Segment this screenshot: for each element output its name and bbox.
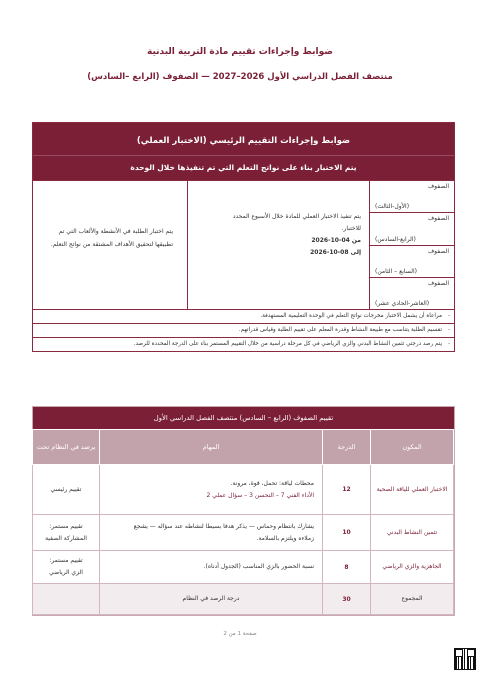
total-label: المجموع — [371, 584, 454, 615]
grade-range: (الأول-الثالث) — [375, 203, 410, 211]
task-line: نسبة الحضور بالزي المناسب (الجدول أدناه). — [203, 563, 314, 570]
grade-label: الصفوف — [427, 215, 449, 223]
table-row — [33, 465, 454, 515]
table-row — [33, 515, 454, 551]
note-row — [33, 309, 454, 323]
main-assessment-subtitle: يتم الاختبار بناء على نواتج التعلم التي تم تنفيذها خلال الوحدة — [33, 155, 454, 180]
page-number: صفحة 1 من 2 — [223, 631, 257, 637]
type-cell — [33, 551, 100, 584]
total-score: 30 — [323, 584, 371, 615]
note-text: يتم رصد درجتي تثمين النشاط البدني والزي الرياضي في كل مرحلة دراسية من خلال التقييم المستمر بناء على الدرجة المحددة للرصد. — [133, 341, 442, 347]
tasks-cell — [100, 515, 323, 551]
component-cell: الاختبار العملي للياقة الصحية — [371, 465, 454, 515]
column-header-type: يرصد في النظام تحت — [33, 430, 100, 465]
column-header-score: الدرجة — [323, 430, 371, 465]
component-cell: تثمين النشاط البدني — [371, 515, 454, 551]
task-line: يشارك بانتظام وحماس — يذكر هدفا بسيطا لنشاطه عند سؤاله — يشجع — [133, 522, 314, 530]
component-cell: الجاهزية والزي الرياضي — [371, 551, 454, 584]
grades-assessment-table — [32, 406, 455, 616]
execution-column — [187, 181, 369, 309]
note-text: مراعاة أن يشمل الاختبار مخرجات نواتج التعلم في الوحدة التعليمية المستهدفة. — [260, 313, 442, 319]
bullet-icon: - — [447, 341, 450, 347]
grade-cell — [370, 213, 454, 245]
type-cell: تقييم رئيسي — [33, 465, 100, 515]
grade-range: (الرابع-السادس) — [375, 235, 416, 243]
table-title: تقييم الصفوف (الرابع – السادس) منتصف الفصل الدراسي الأول — [33, 407, 454, 429]
execution-text-cont: للاختبار. — [341, 225, 361, 232]
note-row — [33, 323, 454, 337]
note-text: تقسيم الطلبة يتناسب مع طبيعة النشاط وقدرة المعلم على تقييم الطلبة وقياس قدراتهم. — [238, 327, 442, 333]
task-line: محطات لياقة: تحمل، قوة، مرونة. — [230, 479, 314, 487]
qr-code-icon — [454, 648, 476, 670]
total-note: درجة الرصد في النظام — [100, 584, 323, 615]
type-line: تقييم مستمر: — [49, 557, 83, 564]
execution-start-date: من 04-10-2026 — [311, 237, 361, 244]
grades-column — [369, 181, 454, 309]
description-column — [33, 181, 187, 309]
assessment-description: يتم اختبار الطلبة في الأنشطة والألعاب التي تم تطبيقها لتحقيق الأهداف المشتقة من نواتج التعلم. — [50, 228, 173, 248]
type-cell — [33, 515, 100, 551]
column-header-tasks: المهام — [100, 430, 323, 465]
total-row — [33, 584, 454, 615]
type-line: تقييم مستمر: — [49, 522, 83, 530]
grade-label: الصفوف — [427, 279, 449, 287]
task-line: زملاءه ويلتزم بالسلامة. — [256, 534, 314, 542]
task-line: الأداء الفني 7 – التحسن 3 – سؤال عملي 2 — [206, 491, 314, 499]
assessment-details-row — [33, 180, 454, 309]
column-header-component: المكون — [371, 430, 454, 465]
grade-range: (السابع – الثامن) — [375, 267, 417, 275]
assessment-table — [32, 429, 454, 615]
type-line: المشاركة الصفية — [45, 534, 87, 542]
main-assessment-box — [32, 122, 455, 352]
grade-cell — [370, 246, 454, 278]
score-cell: 12 — [323, 465, 371, 515]
score-cell: 10 — [323, 515, 371, 551]
total-empty-cell — [33, 584, 100, 615]
tasks-cell — [100, 551, 323, 584]
bullet-icon: - — [447, 313, 450, 319]
score-cell: 8 — [323, 551, 371, 584]
execution-end-date: إلى 08-10-2026 — [310, 249, 361, 256]
document-title: ضوابط وإجراءات تقييم مادة التربية البدنية — [147, 47, 333, 57]
execution-text: يتم تنفيذ الاختبار العملي للمادة خلال الأسبوع المحدد — [232, 213, 361, 220]
grade-cell — [370, 181, 454, 213]
grade-label: الصفوف — [427, 247, 449, 255]
table-header-row — [33, 430, 454, 465]
bullet-icon: - — [447, 327, 450, 333]
note-row — [33, 337, 454, 351]
grade-label: الصفوف — [427, 183, 449, 190]
grade-cell — [370, 278, 454, 309]
tasks-cell — [100, 465, 323, 515]
table-row — [33, 551, 454, 584]
grade-range: (العاشر-الحادي عشر) — [375, 300, 430, 307]
type-line: الزي الرياضي — [49, 569, 83, 576]
main-assessment-title: ضوابط وإجراءات التقييم الرئيسي (الاختبار العملي) — [33, 123, 454, 155]
document-subtitle: منتصف الفصل الدراسي الأول 2026–2027 — الصفوف (الرابع –السادس) — [87, 72, 393, 82]
